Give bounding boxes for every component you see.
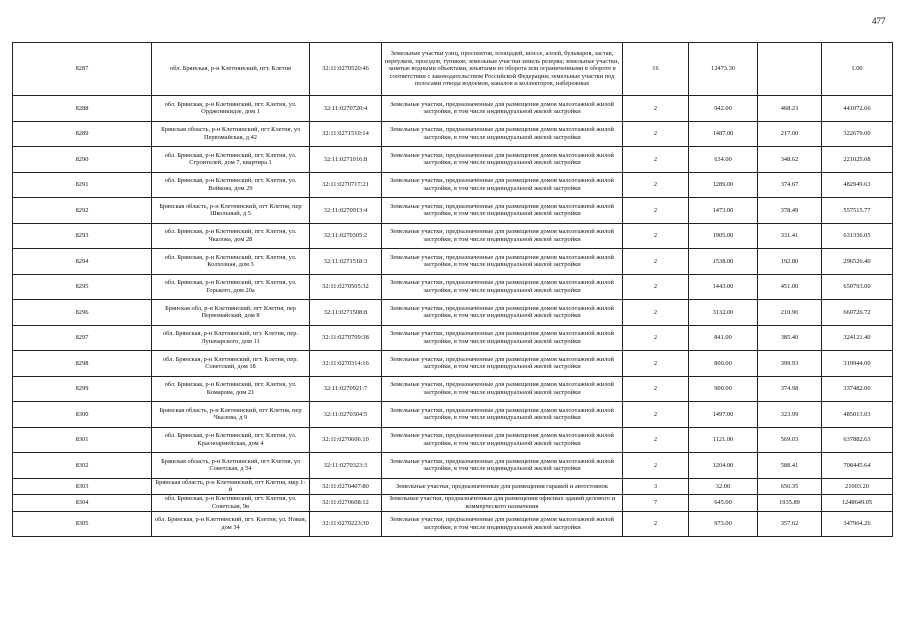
- row-number-cell: 8287: [13, 43, 152, 96]
- row-number-cell: 8298: [13, 351, 152, 377]
- cadastral-number-cell: 32:11:0270520:46: [310, 43, 382, 96]
- address-cell: обл. Брянская, р-н Клетнянский, пгт. Клетня, ул. Войкова, дом 29: [152, 172, 310, 198]
- address-cell: Брянская область, р-н Клетнянский, пгт Клетня, пер Чкалова, д 9: [152, 402, 310, 428]
- table-row: [13, 511, 893, 537]
- table-row: [13, 427, 893, 453]
- specific-value-cell: 374.98: [758, 376, 822, 402]
- permitted-use-cell: Земельные участки, предназначенные для размещения гаражей и автостоянок: [382, 478, 623, 495]
- table-row: [13, 223, 893, 249]
- permitted-use-cell: Земельные участки улиц, проспектов, площадей, шоссе, аллей, бульваров, застав, переулков, проездов, тупиков; земельные участки земель резерва; земельные участки, занятые водными объектами, изъятыми из оборота или ограниченными в обороте в соответствии с законодательством Российской Федерации; земельные участки под полосами отвода водоемов, каналов и коллекторов, набережные: [382, 43, 623, 96]
- specific-value-cell: 656.35: [758, 478, 822, 495]
- address-cell: Брянская область, р-н Клетнянский, пгт Клетня, пер Школьный, д 5: [152, 198, 310, 224]
- table-row: [13, 249, 893, 275]
- group-number-cell: 2: [623, 96, 689, 122]
- group-number-cell: 2: [623, 172, 689, 198]
- group-number-cell: 2: [623, 511, 689, 537]
- group-number-cell: 2: [623, 198, 689, 224]
- permitted-use-cell: Земельные участки, предназначенные для размещения домов малоэтажной жилой застройки, в том числе индивидуальной жилой застройки: [382, 402, 623, 428]
- group-number-cell: 7: [623, 495, 689, 512]
- row-number-cell: 8301: [13, 427, 152, 453]
- specific-value-cell: 451.00: [758, 274, 822, 300]
- row-number-cell: 8290: [13, 147, 152, 173]
- table-row: [13, 96, 893, 122]
- row-number-cell: 8288: [13, 96, 152, 122]
- table-row: [13, 43, 893, 96]
- cadastral-value-cell: 347964.26: [822, 511, 893, 537]
- cadastral-number-cell: 32:11:0271508:8: [310, 300, 382, 326]
- specific-value-cell: 217.00: [758, 121, 822, 147]
- address-cell: обл. Брянская, р-н Клетнянский, пгт. Клетня, ул. Орджоникидзе, дом 1: [152, 96, 310, 122]
- cadastral-number-cell: 32:11:0270305:2: [310, 223, 382, 249]
- specific-value-cell: 399.93: [758, 351, 822, 377]
- permitted-use-cell: Земельные участки, предназначенные для размещения домов малоэтажной жилой застройки, в том числе индивидуальной жилой застройки: [382, 511, 623, 537]
- cadastral-value-cell: 482949.63: [822, 172, 893, 198]
- specific-value-cell: 357.62: [758, 511, 822, 537]
- row-number-cell: 8305: [13, 511, 152, 537]
- table-row: [13, 121, 893, 147]
- cadastral-number-cell: 32:11:0270709:38: [310, 325, 382, 351]
- area-cell: 973.00: [689, 511, 758, 537]
- cadastral-number-cell: 32:11:0270323:3: [310, 453, 382, 479]
- table-row: [13, 274, 893, 300]
- permitted-use-cell: Земельные участки, предназначенные для размещения домов малоэтажной жилой застройки, в том числе индивидуальной жилой застройки: [382, 223, 623, 249]
- specific-value-cell: 374.67: [758, 172, 822, 198]
- address-cell: обл. Брянская, р-н Клетнянский, пгт. Клетня, ул. Горького, дом 20а: [152, 274, 310, 300]
- group-number-cell: 2: [623, 300, 689, 326]
- area-cell: 900.00: [689, 376, 758, 402]
- table-body: [13, 43, 893, 537]
- table-row: [13, 478, 893, 495]
- specific-value-cell: 588.41: [758, 453, 822, 479]
- permitted-use-cell: Земельные участки, предназначенные для размещения домов малоэтажной жилой застройки, в том числе индивидуальной жилой застройки: [382, 274, 623, 300]
- cadastral-number-cell: 32:11:0271510:14: [310, 121, 382, 147]
- cadastral-number-cell: 32:11:0270223:30: [310, 511, 382, 537]
- area-cell: 1204.00: [689, 453, 758, 479]
- area-cell: 3132.00: [689, 300, 758, 326]
- address-cell: Брянская обл, р-н Клетнянский, пгт Клетня, пер Первомайский, дом 8: [152, 300, 310, 326]
- permitted-use-cell: Земельные участки, предназначенные для размещения домов малоэтажной жилой застройки, в том числе индивидуальной жилой застройки: [382, 147, 623, 173]
- cadastral-number-cell: 32:11:0270913:4: [310, 198, 382, 224]
- permitted-use-cell: Земельные участки, предназначенные для размещения домов малоэтажной жилой застройки, в том числе индивидуальной жилой застройки: [382, 96, 623, 122]
- row-number-cell: 8296: [13, 300, 152, 326]
- cadastral-value-table: [12, 42, 893, 537]
- address-cell: обл. Брянская, р-н Клетнянский, пгт. Клетня: [152, 43, 310, 96]
- area-cell: 1443.00: [689, 274, 758, 300]
- area-cell: 1487.00: [689, 121, 758, 147]
- group-number-cell: 2: [623, 121, 689, 147]
- specific-value-cell: 210.96: [758, 300, 822, 326]
- table-row: [13, 300, 893, 326]
- cadastral-value-cell: 21003.20: [822, 478, 893, 495]
- permitted-use-cell: Земельные участки, предназначенные для размещения домов малоэтажной жилой застройки, в том числе индивидуальной жилой застройки: [382, 376, 623, 402]
- group-number-cell: 2: [623, 402, 689, 428]
- group-number-cell: 2: [623, 249, 689, 275]
- cadastral-number-cell: 32:11:0270304:5: [310, 402, 382, 428]
- row-number-cell: 8292: [13, 198, 152, 224]
- cadastral-value-cell: 1.00: [822, 43, 893, 96]
- row-number-cell: 8294: [13, 249, 152, 275]
- cadastral-value-cell: 557515.77: [822, 198, 893, 224]
- cadastral-value-cell: 296526.40: [822, 249, 893, 275]
- area-cell: 1473.00: [689, 198, 758, 224]
- address-cell: обл. Брянская, р-н Клетнянский, пгт. Клетня, ул. Строителей, дом 7, квартира 1: [152, 147, 310, 173]
- cadastral-value-cell: 485013.03: [822, 402, 893, 428]
- group-number-cell: 2: [623, 325, 689, 351]
- cadastral-value-cell: 631336.05: [822, 223, 893, 249]
- address-cell: обл. Брянская, р-н Клетнянский, пгт. Клетня, ул. Советская, 9в: [152, 495, 310, 512]
- cadastral-number-cell: 32:11:0270608:12: [310, 495, 382, 512]
- row-number-cell: 8293: [13, 223, 152, 249]
- permitted-use-cell: Земельные участки, предназначенные для размещения домов малоэтажной жилой застройки, в том числе индивидуальной жилой застройки: [382, 300, 623, 326]
- area-cell: 12473.30: [689, 43, 758, 96]
- cadastral-number-cell: 32:11:0270407:80: [310, 478, 382, 495]
- area-cell: 1905.00: [689, 223, 758, 249]
- page-number: 477: [872, 16, 886, 26]
- specific-value-cell: 323.99: [758, 402, 822, 428]
- group-number-cell: 2: [623, 147, 689, 173]
- table-row: [13, 453, 893, 479]
- group-number-cell: 16: [623, 43, 689, 96]
- area-cell: 1497.00: [689, 402, 758, 428]
- area-cell: 1289.00: [689, 172, 758, 198]
- cadastral-value-cell: 322679.00: [822, 121, 893, 147]
- permitted-use-cell: Земельные участки, предназначенные для размещения домов малоэтажной жилой застройки, в том числе индивидуальной жилой застройки: [382, 453, 623, 479]
- cadastral-value-cell: 319944.00: [822, 351, 893, 377]
- address-cell: обл. Брянская, р-н Клетнянский, пгт. Клетня, пер. Советский, дом 18: [152, 351, 310, 377]
- cadastral-value-cell: 637882.63: [822, 427, 893, 453]
- group-number-cell: 3: [623, 478, 689, 495]
- table-row: [13, 325, 893, 351]
- address-cell: Брянская область, р-н Клетнянский, пгт Клетня, мкр 1-й: [152, 478, 310, 495]
- specific-value-cell: 378.49: [758, 198, 822, 224]
- area-cell: 1538.00: [689, 249, 758, 275]
- table-row: [13, 495, 893, 512]
- row-number-cell: 8303: [13, 478, 152, 495]
- area-cell: 800.00: [689, 351, 758, 377]
- table-row: [13, 147, 893, 173]
- permitted-use-cell: Земельные участки, предназначенные для размещения домов малоэтажной жилой застройки, в том числе индивидуальной жилой застройки: [382, 121, 623, 147]
- cadastral-number-cell: 32:11:0271518:3: [310, 249, 382, 275]
- cadastral-value-cell: 221025.08: [822, 147, 893, 173]
- cadastral-number-cell: 32:11:0270720:4: [310, 96, 382, 122]
- permitted-use-cell: Земельные участки, предназначенные для размещения домов малоэтажной жилой застройки, в том числе индивидуальной жилой застройки: [382, 427, 623, 453]
- group-number-cell: 2: [623, 376, 689, 402]
- cadastral-value-cell: 441072.66: [822, 96, 893, 122]
- specific-value-cell: 331.41: [758, 223, 822, 249]
- permitted-use-cell: Земельные участки, предназначенные для размещения домов малоэтажной жилой застройки, в том числе индивидуальной жилой застройки: [382, 325, 623, 351]
- group-number-cell: 2: [623, 427, 689, 453]
- cadastral-number-cell: 32:11:0270606:10: [310, 427, 382, 453]
- specific-value-cell: 468.23: [758, 96, 822, 122]
- address-cell: Брянская область, р-н Клетнянский, пгт Клетня, ул Советская, д 54: [152, 453, 310, 479]
- specific-value-cell: 1935.89: [758, 495, 822, 512]
- specific-value-cell: 348.62: [758, 147, 822, 173]
- address-cell: обл. Брянская, р-н Клетнянский, пгт. Клетня, ул. Комарова, дом 21: [152, 376, 310, 402]
- cadastral-number-cell: 32:11:0270314:16: [310, 351, 382, 377]
- row-number-cell: 8302: [13, 453, 152, 479]
- address-cell: обл. Брянская, р-н Клетнянский, пгт. Клетня, ул. Красноармейская, дом 4: [152, 427, 310, 453]
- group-number-cell: 2: [623, 223, 689, 249]
- permitted-use-cell: Земельные участки, предназначенные для размещения домов малоэтажной жилой застройки, в том числе индивидуальной жилой застройки: [382, 172, 623, 198]
- area-cell: 942.00: [689, 96, 758, 122]
- area-cell: 1121.00: [689, 427, 758, 453]
- table-row: [13, 402, 893, 428]
- cadastral-value-cell: 324121.40: [822, 325, 893, 351]
- permitted-use-cell: Земельные участки, предназначенные для размещения домов малоэтажной жилой застройки, в том числе индивидуальной жилой застройки: [382, 198, 623, 224]
- group-number-cell: 2: [623, 274, 689, 300]
- table-row: [13, 351, 893, 377]
- specific-value-cell: 385.40: [758, 325, 822, 351]
- group-number-cell: 2: [623, 453, 689, 479]
- row-number-cell: 8289: [13, 121, 152, 147]
- row-number-cell: 8291: [13, 172, 152, 198]
- address-cell: обл. Брянская, р-н Клетнянский, пгт. Клетня, ул. Колхозная, дом 3: [152, 249, 310, 275]
- cadastral-number-cell: 32:11:0270717:21: [310, 172, 382, 198]
- area-cell: 634.00: [689, 147, 758, 173]
- address-cell: обл. Брянская, р-н Клетнянский, пгт. Клетня, пер. Луначарского, дом 11: [152, 325, 310, 351]
- address-cell: обл. Брянская, р-н Клетнянский, пгт. Клетня, ул. Новая, дом 34: [152, 511, 310, 537]
- cadastral-number-cell: 32:11:0270921:7: [310, 376, 382, 402]
- row-number-cell: 8304: [13, 495, 152, 512]
- row-number-cell: 8300: [13, 402, 152, 428]
- area-cell: 645.00: [689, 495, 758, 512]
- cadastral-number-cell: 32:11:0270505:32: [310, 274, 382, 300]
- permitted-use-cell: Земельные участки, предназначенные для размещения домов малоэтажной жилой застройки, в том числе индивидуальной жилой застройки: [382, 351, 623, 377]
- cadastral-number-cell: 32:11:0271016:8: [310, 147, 382, 173]
- cadastral-value-cell: 337482.00: [822, 376, 893, 402]
- cadastral-value-cell: 1248649.05: [822, 495, 893, 512]
- permitted-use-cell: Земельные участки, предназначенные для размещения домов малоэтажной жилой застройки, в том числе индивидуальной жилой застройки: [382, 249, 623, 275]
- specific-value-cell: 569.03: [758, 427, 822, 453]
- cadastral-value-cell: 650793.00: [822, 274, 893, 300]
- table-row: [13, 172, 893, 198]
- address-cell: Брянская область, р-н Клетнянский, пгт Клетня, ул Первомайская, д 42: [152, 121, 310, 147]
- row-number-cell: 8299: [13, 376, 152, 402]
- cadastral-value-cell: 708445.64: [822, 453, 893, 479]
- area-cell: 841.00: [689, 325, 758, 351]
- area-cell: 32.00: [689, 478, 758, 495]
- cadastral-value-cell: 660726.72: [822, 300, 893, 326]
- row-number-cell: 8297: [13, 325, 152, 351]
- specific-value-cell: 192.80: [758, 249, 822, 275]
- specific-value-cell: [758, 43, 822, 96]
- row-number-cell: 8295: [13, 274, 152, 300]
- table-row: [13, 376, 893, 402]
- group-number-cell: 2: [623, 351, 689, 377]
- permitted-use-cell: Земельные участки, предназначенные для размещения офисных зданий делового и коммерческого назначения: [382, 495, 623, 512]
- address-cell: обл. Брянская, р-н Клетнянский, пгт. Клетня, ул. Чкалова, дом 28: [152, 223, 310, 249]
- table-row: [13, 198, 893, 224]
